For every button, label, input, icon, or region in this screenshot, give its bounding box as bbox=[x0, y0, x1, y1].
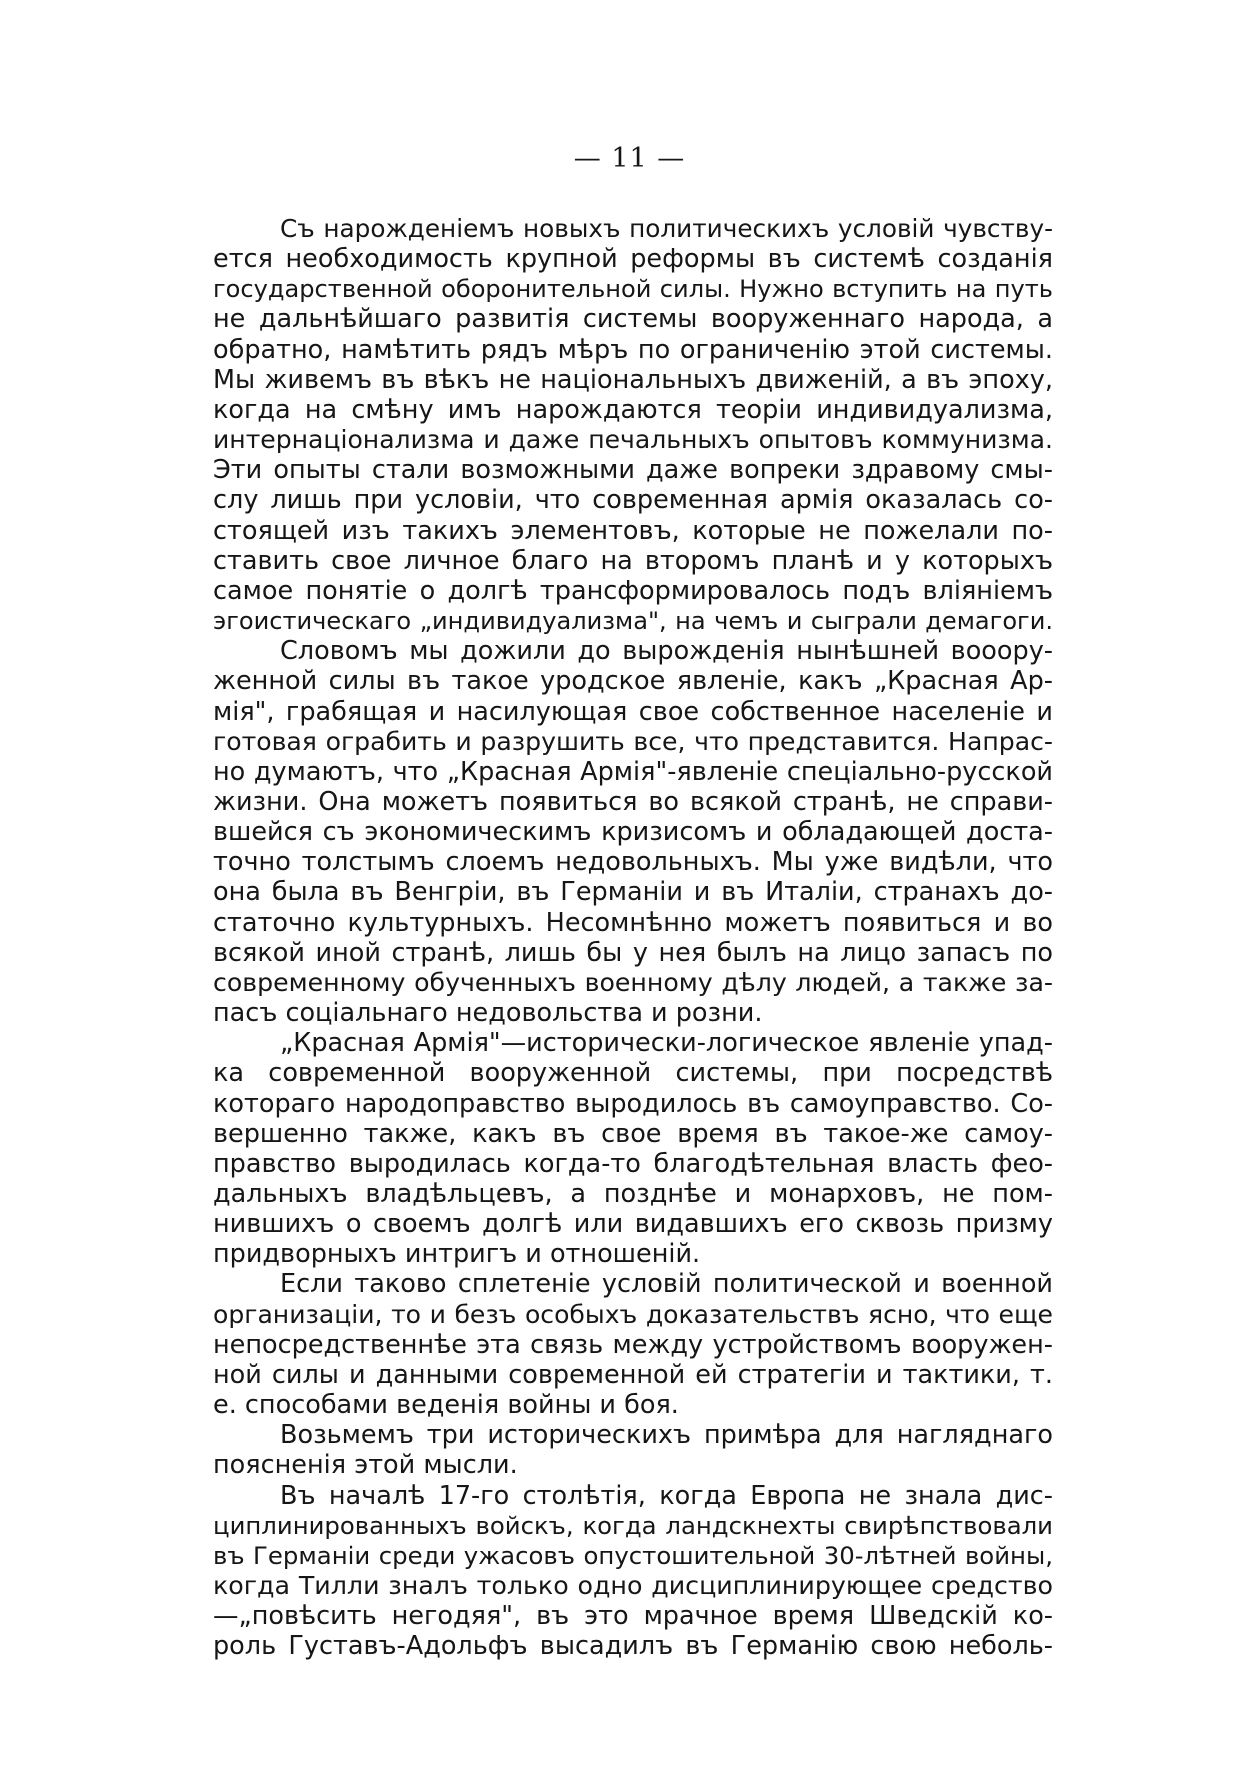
text-line: ется необходимость крупной реформы въ системѣ созданія bbox=[213, 244, 1053, 275]
text-line: дальныхъ владѣльцевъ, а позднѣе и монарховъ, не пом- bbox=[213, 1179, 1053, 1209]
page-number: — 11 — bbox=[573, 143, 686, 174]
text-line: пасъ соціальнаго недовольства и розни. bbox=[213, 998, 763, 1029]
text-line: не дальнѣйшаго развитія системы вооруженнаго народа, а bbox=[213, 304, 1053, 335]
text-line: но думаютъ, что „Красная Армія"-явленіе спеціально-русской bbox=[213, 756, 1053, 787]
body-text bbox=[213, 214, 1053, 1662]
text-line: поясненія этой мысли. bbox=[213, 1450, 518, 1481]
text-line: она была въ Венгріи, въ Германіи и въ Италіи, странахъ до- bbox=[213, 877, 1053, 908]
text-line: стоящей изъ такихъ элементовъ, которые не пожелали по- bbox=[213, 515, 1053, 546]
text-line: ставить свое личное благо на второмъ планѣ и у которыхъ bbox=[213, 545, 1053, 576]
text-line: когда Тилли зналъ только одно дисциплинирующее средство bbox=[213, 1571, 1053, 1601]
text-line: ной силы и данными современной ей стратегіи и тактики, т. bbox=[213, 1359, 1053, 1390]
text-line: жизни. Она можетъ появиться во всякой странѣ, не справи- bbox=[213, 786, 1053, 817]
text-line: Словомъ мы дожили до вырожденія нынѣшней вооору- bbox=[280, 636, 1053, 667]
text-line: роль Густавъ-Адольфъ высадилъ въ Германію свою неболь- bbox=[213, 1631, 1053, 1662]
text-line: эгоистическаго „индивидуализма", на чемъ и сыграли демагоги. bbox=[213, 607, 1053, 636]
text-line: мія", грабящая и насилующая свое собственное населеніе и bbox=[213, 696, 1053, 727]
text-line: нившихъ о своемъ долгѣ или видавшихъ его сквозь призму bbox=[213, 1209, 1053, 1240]
text-line: Возьмемъ три историческихъ примѣра для нагляднаго bbox=[280, 1420, 1053, 1451]
text-line: организаціи, то и безъ особыхъ доказательствъ ясно, что еще bbox=[213, 1299, 1053, 1329]
text-line: ка современной вооруженной системы, при посредствѣ bbox=[213, 1058, 1053, 1089]
text-line: циплинированныхъ войскъ, когда ландскнехты свирѣпствовали bbox=[213, 1510, 1053, 1540]
text-line: Если таково сплетеніе условій политической и военной bbox=[280, 1269, 1053, 1300]
text-line: самое понятіе о долгѣ трансформировалось подъ вліяніемъ bbox=[213, 575, 1053, 606]
text-line: готовая ограбить и разрушить все, что представится. Напрас- bbox=[213, 726, 1053, 756]
text-line: обратно, намѣтить рядъ мѣръ по ограниченію этой системы. bbox=[213, 334, 1053, 365]
text-line: правство выродилась когда-то благодѣтельная власть фео- bbox=[213, 1148, 1053, 1179]
text-line: Съ нарожденіемъ новыхъ политическихъ условій чувству- bbox=[280, 214, 1053, 243]
text-line: статочно культурныхъ. Несомнѣнно можетъ появиться и во bbox=[213, 907, 1053, 938]
text-line: когда на смѣну имъ нарождаются теоріи индивидуализма, bbox=[213, 394, 1053, 425]
text-line: котораго народоправство выродилось въ самоуправство. Со- bbox=[213, 1088, 1053, 1119]
text-line: женной силы въ такое уродское явленіе, какъ „Красная Ар- bbox=[213, 666, 1053, 697]
text-line: слу лишь при условіи, что современная армія оказалась со- bbox=[213, 485, 1053, 516]
text-line: государственной оборонительной силы. Нужно вступить на путь bbox=[213, 275, 1053, 304]
text-line: вершенно также, какъ въ свое время въ такое-же самоу- bbox=[213, 1118, 1053, 1149]
text-line: въ Германіи среди ужасовъ опустошительной 30-лѣтней войны, bbox=[213, 1540, 1053, 1570]
text-line: —„повѣсить негодяя", въ это мрачное время Шведскій ко- bbox=[213, 1601, 1053, 1632]
text-line: современному обученныхъ военному дѣлу людей, а также за- bbox=[213, 967, 1053, 997]
text-line: интернаціонализма и даже печальныхъ опытовъ коммунизма. bbox=[213, 425, 1053, 455]
text-line: придворныхъ интригъ и отношеній. bbox=[213, 1239, 701, 1270]
text-line: Эти опыты стали возможными даже вопреки здравому смы- bbox=[213, 455, 1053, 486]
text-line: непосредственнѣе эта связь между устройствомъ вооружен- bbox=[213, 1329, 1053, 1360]
text-line: Въ началѣ 17-го столѣтія, когда Европа не знала дис- bbox=[280, 1480, 1053, 1511]
text-line: точно толстымъ слоемъ недовольныхъ. Мы уже видѣли, что bbox=[213, 847, 1053, 878]
text-line: „Красная Армія"—исторически-логическое явленіе упад- bbox=[280, 1028, 1053, 1059]
text-line: вшейся съ экономическимъ кризисомъ и обладающей доста- bbox=[213, 817, 1053, 848]
text-line: всякой иной странѣ, лишь бы у нея былъ на лицо запасъ по bbox=[213, 937, 1053, 968]
text-line: е. способами веденія войны и боя. bbox=[213, 1390, 679, 1421]
text-line: Мы живемъ въ вѣкъ не національныхъ движеній, а въ эпоху, bbox=[213, 364, 1053, 395]
